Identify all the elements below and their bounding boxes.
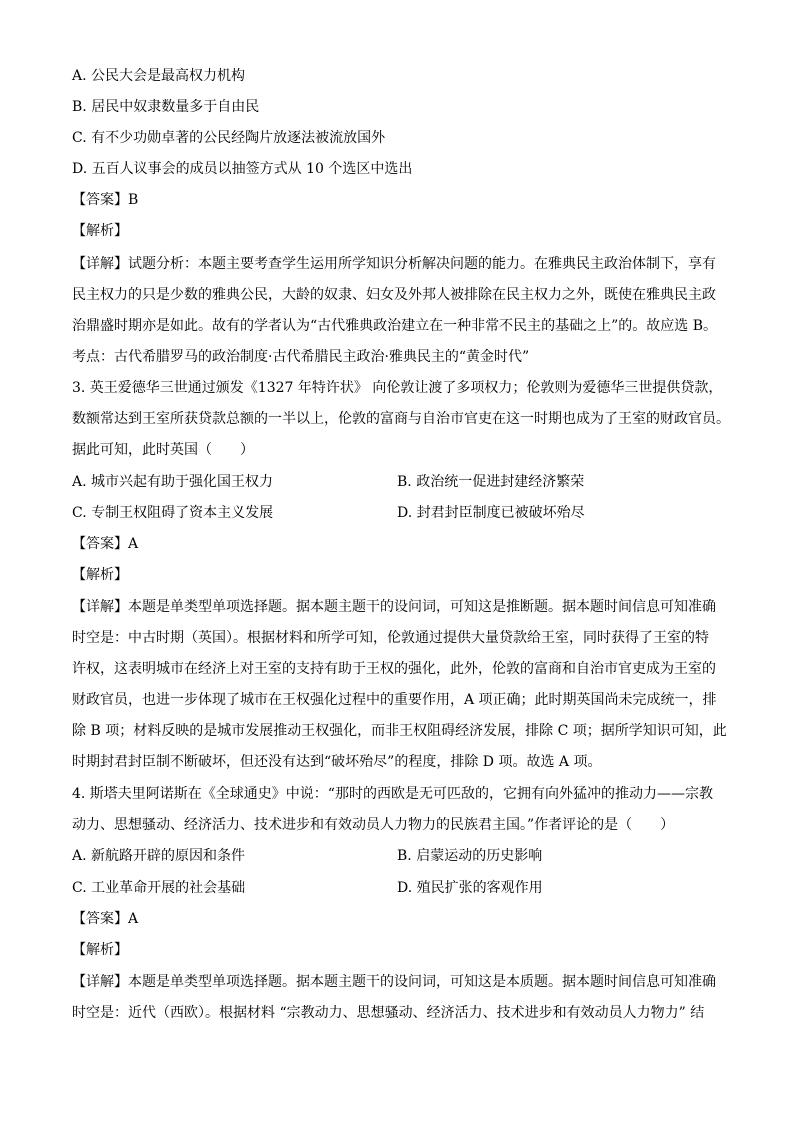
q3-detail-line-3: 许权，这表明城市在经济上对王室的支持有助于王权的强化，此外，伦敦的富商和自治市官吏成为王室的: [72, 661, 716, 677]
q3-option-a: A. 城市兴起有助于强化国王权力: [72, 474, 274, 490]
q4-analysis-heading: 【解析】: [72, 942, 128, 958]
q3-detail-line-2: 时空是：中古时期（英国）。根据材料和所学可知，伦敦通过提供大量贷款给王室，同时获得了王室的特: [72, 630, 709, 646]
q4-detail-line-1: 【详解】本题是单类型单项选择题。据本题主题干的设问词，可知这是本质题。据本题时间信息可知准确: [72, 974, 716, 990]
q2-option-c: C. 有不少功勋卓著的公民经陶片放逐法被流放国外: [72, 130, 386, 146]
q3-analysis-heading: 【解析】: [72, 567, 128, 583]
q3-stem-line-3: 据此可知，此时英国（ ）: [72, 442, 254, 458]
q3-stem-line-2: 数额常达到王室所获贷款总额的一半以上，伦敦的富商与自治市官吏在这一时期也成为了王室的财政官员。: [72, 411, 730, 427]
q2-option-a: A. 公民大会是最高权力机构: [72, 68, 246, 84]
q4-option-d: D. 殖民扩张的客观作用: [397, 880, 543, 896]
q3-answer: 【答案】A: [72, 536, 139, 552]
q4-answer: 【答案】A: [72, 911, 139, 927]
q3-stem-line-1: 3. 英王爱德华三世通过颁发《1327 年特许状》 向伦敦让渡了多项权力；伦敦则为爱德华三世提供贷款，: [72, 380, 723, 396]
q2-analysis-heading: 【解析】: [72, 223, 128, 239]
q2-answer: 【答案】B: [72, 192, 139, 208]
q2-option-d: D. 五百人议事会的成员以抽签方式从 10 个选区中选出: [72, 161, 413, 177]
q2-detail-line-2: 民主权力的只是少数的雅典公民，大龄的奴隶、妇女及外邦人被排除在民主权力之外，既使在雅典民主政: [72, 287, 716, 303]
q4-stem-line-2: 动力、思想骚动、经济活力、技术进步和有效动员人力物力的民族君主国。”作者评论的是（ ）: [72, 817, 675, 833]
q3-option-b: B. 政治统一促进封建经济繁荣: [397, 474, 585, 490]
q3-detail-line-1: 【详解】本题是单类型单项选择题。据本题主题干的设问词，可知这是推断题。据本题时间信息可知准确: [72, 599, 716, 615]
q4-stem-line-1: 4. 斯塔夫里阿诺斯在《全球通史》中说：“那时的西欧是无可匹敌的，它拥有向外猛冲的推动力——宗教: [72, 786, 713, 802]
q3-detail-line-5: 除 B 项；材料反映的是城市发展推动王权强化，而非王权阻碍经济发展，排除 C 项；据所学知识可知，此: [72, 723, 727, 739]
q3-detail-line-4: 财政官员，也进一步体现了城市在王权强化过程中的重要作用，A 项正确；此时期英国尚未完成统一，排: [72, 692, 717, 708]
q3-detail-line-6: 时期封君封臣制不断破坏，但还没有达到“破坏殆尽”的程度，排除 D 项。故选 A 项。: [72, 754, 602, 770]
q4-option-c: C. 工业革命开展的社会基础: [72, 880, 246, 896]
q3-option-c: C. 专制王权阻碍了资本主义发展: [72, 505, 274, 521]
q4-option-a: A. 新航路开辟的原因和条件: [72, 848, 246, 864]
q2-detail-line-1: 【详解】试题分析：本题主要考查学生运用所学知识分析解决问题的能力。在雅典民主政治体制下，享有: [72, 256, 716, 272]
q2-detail-line-3: 治鼎盛时期亦是如此。故有的学者认为“古代雅典政治建立在一种非常不民主的基础之上”的。故应选 B。: [72, 318, 718, 334]
q2-option-b: B. 居民中奴隶数量多于自由民: [72, 99, 260, 115]
q2-detail-line-4: 考点：古代希腊罗马的政治制度·古代希腊民主政治·雅典民主的“黄金时代”: [72, 349, 530, 365]
q4-option-b: B. 启蒙运动的历史影响: [397, 848, 543, 864]
q4-detail-line-2: 时空是：近代（西欧）。根据材料 “宗教动力、思想骚动、经济活力、技术进步和有效动员人力物力” 结: [72, 1005, 705, 1021]
q3-option-d: D. 封君封臣制度已被破坏殆尽: [397, 505, 585, 521]
